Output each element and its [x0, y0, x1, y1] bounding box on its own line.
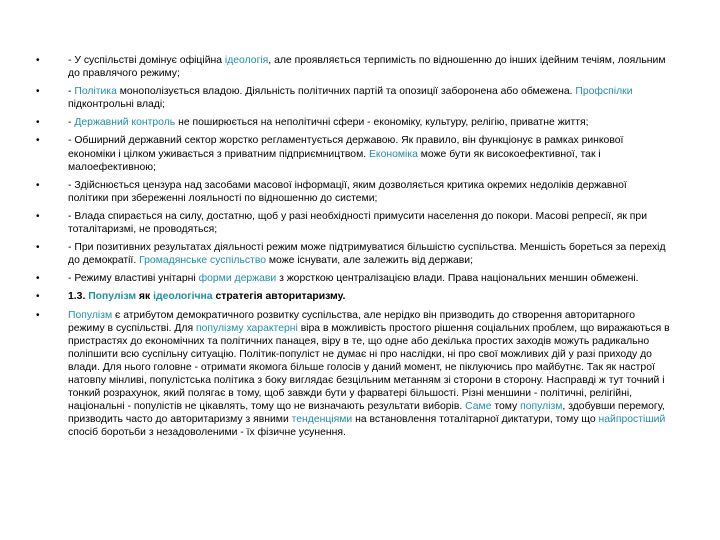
text-segment: може існувати, але залежить від держави;	[266, 255, 473, 267]
text-segment: не поширюється на неполітичні сфери - економіку, культуру, релігію, приватне життя;	[175, 117, 589, 129]
list-item	[36, 85, 670, 111]
list-item	[36, 54, 670, 80]
bullet-dot-icon: •	[36, 309, 40, 321]
highlighted-term: форми держави	[198, 273, 277, 285]
text-segment: може бути як високоефективної, так і малоефективною;	[68, 148, 601, 173]
highlighted-term: тенденціями	[291, 414, 353, 426]
bullet-dot-icon: •	[36, 273, 40, 285]
highlighted-term: Економіка	[369, 148, 418, 160]
text-segment: - У суспільстві домінує офіційна	[68, 55, 225, 66]
text-segment: - При позитивних результатах діяльності режим може підтримуватися більшістю суспільства. Меншість бореться за перехід до демократії.	[68, 242, 666, 267]
highlighted-term: Політика	[74, 86, 117, 98]
text-segment: спосіб боротьби з незадоволеними - їх фізичне усунення.	[68, 427, 346, 439]
bullet-dot-icon: •	[36, 55, 40, 66]
text-segment: - Режиму властиві унітарні	[68, 273, 199, 285]
highlighted-term: популізм	[520, 401, 563, 413]
text-segment: на встановлення тоталітарної диктатури, тому що	[352, 414, 599, 426]
list-item	[36, 272, 670, 285]
bullet-list	[0, 54, 720, 439]
highlighted-term: популізму характерні	[196, 322, 298, 334]
list-item	[36, 116, 670, 129]
bullet-dot-icon: •	[36, 210, 40, 222]
text-segment: стратегія авторитаризму.	[212, 291, 346, 303]
text-segment: - Обширний державний сектор жорстко регламентується державою. Як правило, він функціонує в рамках ринкової економіки і цілком уживається з приватним підприємництвом.	[68, 135, 624, 160]
text-segment: як	[136, 291, 154, 303]
text-segment: віра в можливість простого рішення соціальних проблем, що виражаються в пристрастях до економічних та політичних панацея, віру в те, що одне або декілька простих заходів можуть радикально поліпшити всю суспільну ситуацію. Політик-популіст не думає ні про наслідки, ні про свої можливих дій у разі приходу до влади. Для нього головне - отримати якомога більше голосів у даний момент, не піклуючись про майбутнє. Так як настрої натовпу мінливі, популістська політика з боку виглядає безцільним метанням зі сторони в сторону. Насправді ж тут точний і тонкий розрахунок, який полягає в тому, щоб завжди бути у фарватері більшості. Різні меншини - політичні, релігійні, національні - популістів не цікавлять, тому що не визначають результати виборів.	[68, 322, 670, 413]
list-item	[36, 210, 670, 236]
text-segment: , але проявляється терпимість по відношенню до інших ідейним течіям, лояльним до правлячого режиму;	[68, 55, 666, 80]
highlighted-term: Популізм	[68, 309, 113, 321]
bullet-dot-icon: •	[36, 117, 40, 129]
text-segment: 1.3.	[68, 291, 89, 303]
highlighted-term: Саме	[465, 401, 492, 413]
bullet-dot-icon: •	[36, 291, 40, 303]
text-segment: з жорсткою централізацією влади. Права національних меншин обмежені.	[276, 273, 639, 285]
highlighted-term: Профспілки	[575, 86, 633, 98]
text-segment: тому	[491, 401, 521, 413]
list-item	[36, 290, 670, 303]
text-segment: підконтрольні владі;	[68, 99, 166, 111]
list-item	[36, 179, 670, 205]
text-segment: монополізується владою. Діяльність політичних партій та опозиції заборонена або обмежена.	[116, 86, 576, 98]
highlighted-term: ідеологія	[224, 55, 269, 66]
text-segment: -	[68, 86, 75, 98]
text-segment: , здобувши перемогу, призводить часто до авторитаризму з явними	[68, 401, 665, 426]
text-segment: є атрибутом демократичного розвитку суспільства, але нерідко він призводить до створення авторитарного режиму в суспільстві. Для	[68, 309, 635, 334]
list-item	[36, 309, 670, 440]
highlighted-term: Популізм	[88, 291, 137, 303]
bullet-dot-icon: •	[36, 86, 40, 98]
text-segment: -	[68, 117, 75, 129]
bullet-dot-icon: •	[36, 135, 40, 147]
bullet-dot-icon: •	[36, 179, 40, 191]
list-item	[36, 241, 670, 267]
highlighted-term: Державний контроль	[74, 117, 176, 129]
highlighted-term: найпростіший	[598, 414, 666, 426]
highlighted-term: ідеологічна	[153, 291, 213, 303]
highlighted-term: Громадянське суспільство	[139, 255, 267, 267]
text-segment: - Здійснюється цензура над засобами масової інформації, яким дозволяється критика окремих недоліків державної політики при збереженні лояльності по відношенню до системи;	[68, 179, 627, 204]
text-segment: - Влада спирається на силу, достатню, щоб у разі необхідності примусити населення до покори. Масові репресії, як при тоталітаризмі, не проводяться;	[68, 210, 648, 236]
bullet-dot-icon: •	[36, 242, 40, 254]
list-item	[36, 134, 670, 173]
